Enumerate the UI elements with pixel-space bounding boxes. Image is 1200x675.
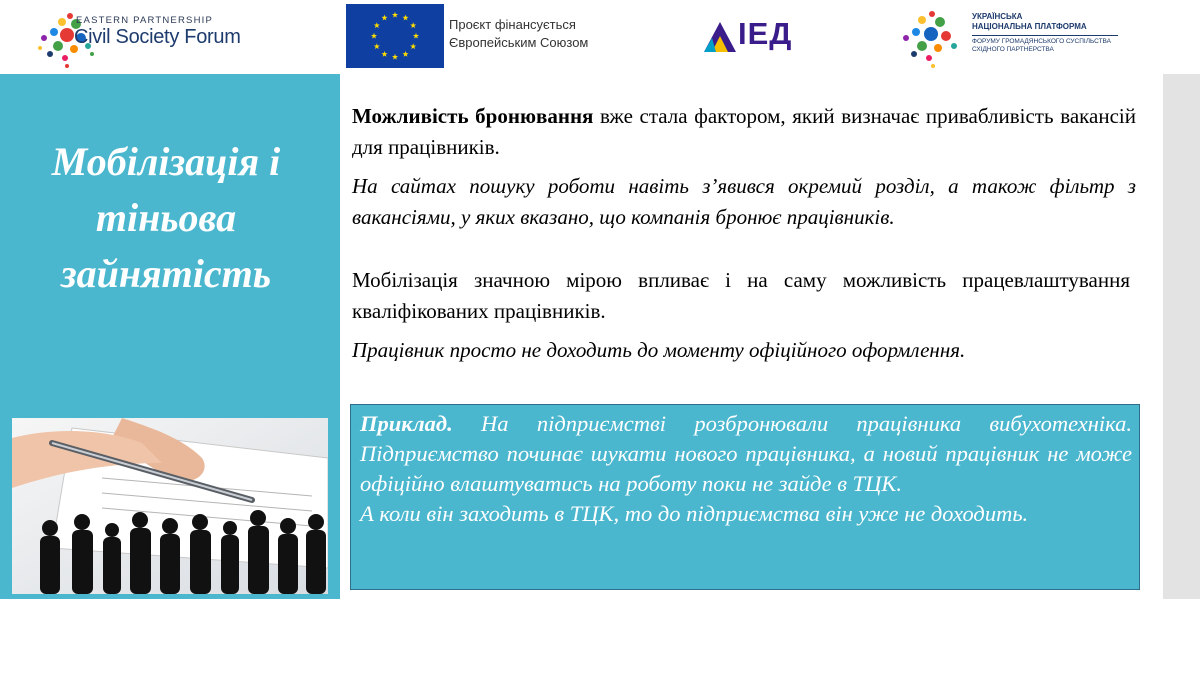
unp-title-line1: УКРАЇНСЬКА xyxy=(972,12,1023,21)
example-text xyxy=(360,409,1132,529)
example-text-1: На підприємстві розбронювали працівника вибухотехніка. Підприємство починає шукати нового працівника, а новий працівник не може офіційно влаштуватись на роботу поки не зайде в ТЦК. xyxy=(360,411,1132,496)
ied-logo-text: ІЕД xyxy=(738,16,793,51)
eap-top-text: EASTERN PARTNERSHIP xyxy=(76,15,213,26)
unp-divider xyxy=(972,35,1118,36)
logo-header xyxy=(0,0,1200,74)
unp-subtitle xyxy=(972,38,1111,54)
title-line-3: зайнятість xyxy=(60,251,272,296)
paragraph-booking xyxy=(352,101,1136,163)
eap-main-text: Civil Society Forum xyxy=(74,26,241,48)
eu-funding-text xyxy=(449,16,588,52)
eu-text-line1: Проєкт фінансується xyxy=(449,17,576,32)
hand-pen-silhouettes-image xyxy=(12,418,328,594)
example-box xyxy=(350,404,1140,590)
unp-sub-line2: СХІДНОГО ПАРТНЕРСТВА xyxy=(972,46,1054,53)
example-text-2: А коли він заходить в ТЦК, то до підприємства він уже не доходить. xyxy=(360,501,1029,526)
title-line-1: Мобілізація і xyxy=(51,139,281,184)
paragraph-mobilization: Мобілізація значною мірою впливає і на саму можливість працевлаштування кваліфікованих працівників. xyxy=(352,268,1130,323)
example-para-1 xyxy=(360,409,1132,499)
example-label: Приклад. xyxy=(360,411,453,436)
right-gray-strip xyxy=(1163,74,1200,599)
title-line-2: тіньова xyxy=(95,195,237,240)
eu-text-line2: Європейським Союзом xyxy=(449,35,589,50)
paragraph-job-sites: На сайтах пошуку роботи навіть з’явився окремий розділ, а також фільтр з вакансіями, у яких вказано, що компанія бронює працівників. xyxy=(352,174,1136,229)
unp-sub-line1: ФОРУМУ ГРОМАДЯНСЬКОГО СУСПІЛЬСТВА xyxy=(972,38,1112,45)
unp-dots-icon xyxy=(898,6,968,70)
unp-title xyxy=(972,12,1087,32)
unp-title-line2: НАЦІОНАЛЬНА ПЛАТФОРМА xyxy=(972,22,1087,31)
slide-title xyxy=(0,134,332,302)
booking-bold-phrase: Можливість бронювання xyxy=(352,104,594,128)
booking-rest-text: вже стала фактором, який визначає привабливість вакансій для працівників. xyxy=(352,104,1136,159)
paragraph-worker: Працівник просто не доходить до моменту офіційного оформлення. xyxy=(352,338,966,362)
eu-flag-icon xyxy=(346,4,444,68)
